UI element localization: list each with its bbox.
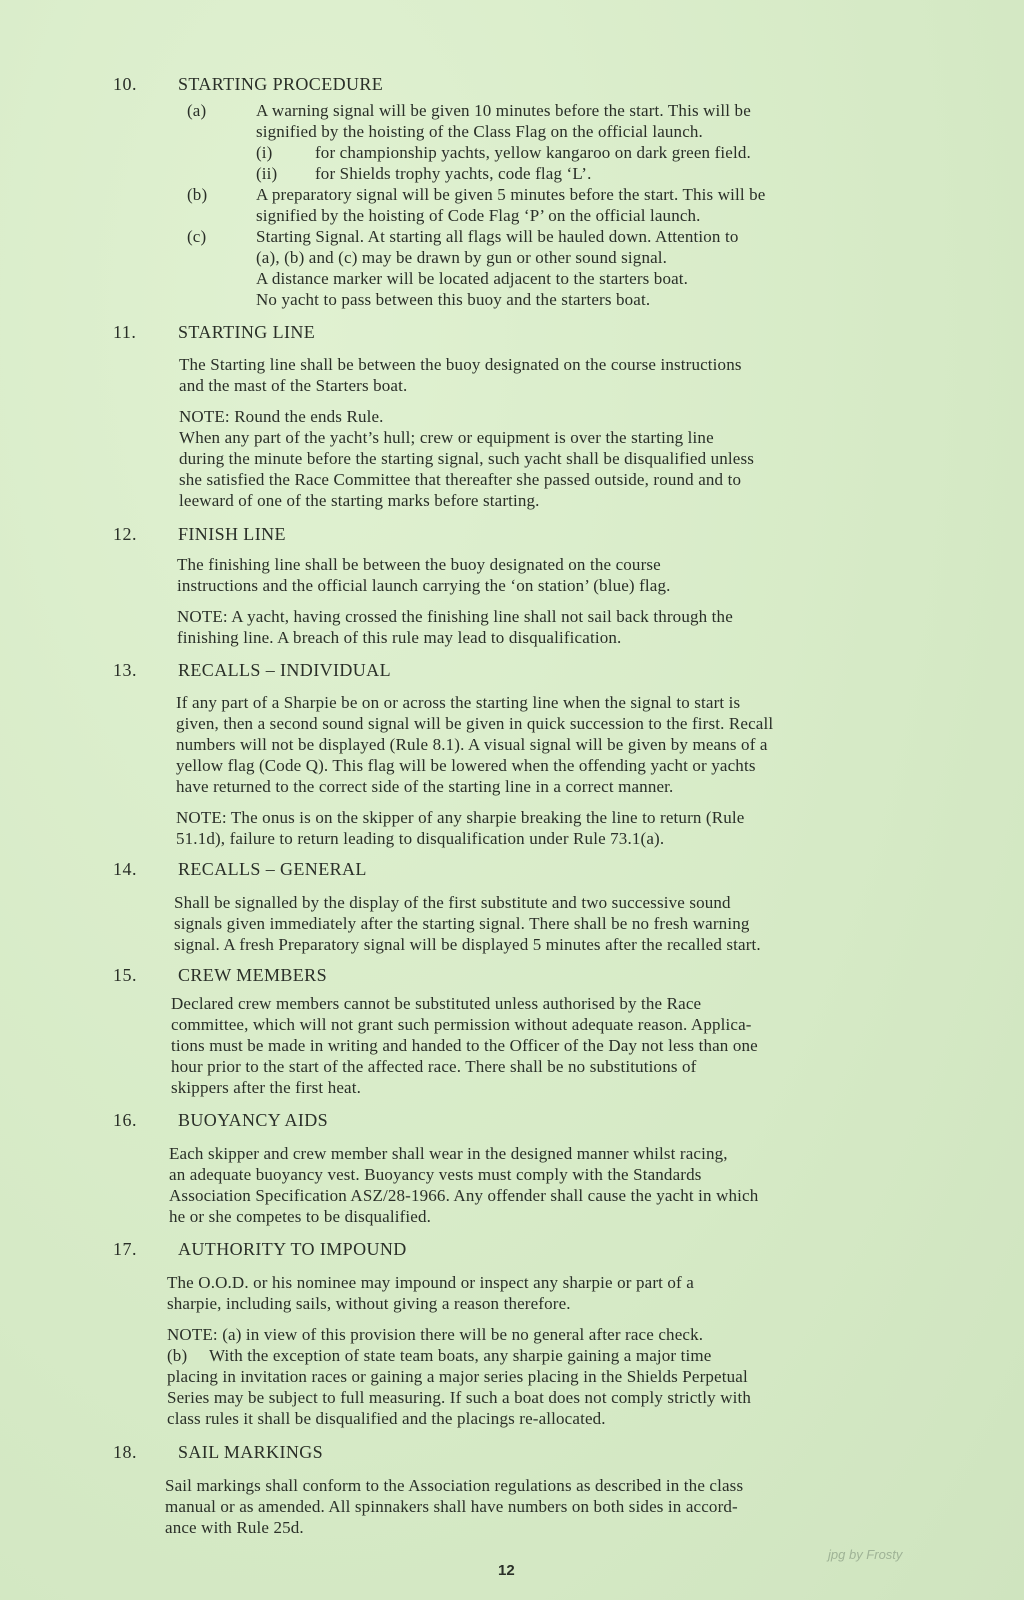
text-line: during the minute before the starting signal, such yacht shall be disqualified unless (179, 449, 755, 468)
section-body (179, 354, 960, 521)
text-line: A warning signal will be given 10 minutes before the start. This will be (256, 101, 751, 120)
text-line: committee, which will not grant such permission without adequate reason. Applica- (171, 1015, 752, 1034)
text-line: placing in invitation races or gaining a major series placing in the Shields Perpetual (167, 1367, 748, 1386)
item-label: (a) (187, 101, 207, 120)
section-heading: SAIL MARKINGS (178, 1442, 324, 1462)
list-item-a (187, 100, 960, 184)
text-line: Association Specification ASZ/28-1966. Any offender shall cause the yacht in which (169, 1186, 759, 1205)
text-line: Sail markings shall conform to the Association regulations as described in the class (165, 1476, 744, 1495)
text-line: class rules it shall be disqualified and the placings re-allocated. (167, 1409, 606, 1428)
text-line: for Shields trophy yachts, code flag ‘L’. (315, 164, 592, 183)
section-body (187, 100, 960, 310)
text-line: The O.O.D. or his nominee may impound or inspect any sharpie or part of a (167, 1273, 694, 1292)
section-number: 18. (113, 1442, 137, 1462)
text-line: skippers after the first heat. (171, 1078, 362, 1097)
text-line: No yacht to pass between this buoy and the starters boat. (256, 290, 651, 309)
text-line: Series may be subject to full measuring. If such a boat does not comply strictly with (167, 1388, 752, 1407)
text-line: an adequate buoyancy vest. Buoyancy vests must comply with the Standards (169, 1165, 702, 1184)
text-line: signal. A fresh Preparatory signal will be displayed 5 minutes after the recalled start. (174, 935, 761, 954)
list-item-c (187, 226, 960, 310)
paragraph (179, 354, 960, 396)
note-paragraph (167, 1324, 960, 1429)
sub-item-label: (i) (256, 143, 273, 162)
text-line: numbers will not be displayed (Rule 8.1). A visual signal will be given by means of a (176, 735, 768, 754)
text-line: If any part of a Sharpie be on or across the starting line when the signal to start is (176, 693, 741, 712)
text-line: yellow flag (Code Q). This flag will be lowered when the offending yacht or yachts (176, 756, 756, 775)
text-line: given, then a second sound signal will be given in quick succession to the first. Recall (176, 714, 774, 733)
text-line: she satisfied the Race Committee that thereafter she passed outside, round and to (179, 470, 742, 489)
item-label: (c) (187, 227, 207, 246)
text-line: When any part of the yacht’s hull; crew or equipment is over the starting line (179, 428, 714, 447)
text-line: ance with Rule 25d. (165, 1518, 304, 1537)
text-line: The Starting line shall be between the buoy designated on the course instructions (179, 355, 742, 374)
paragraph (165, 1475, 960, 1538)
section-number: 12. (113, 524, 137, 544)
section-heading: FINISH LINE (178, 524, 286, 544)
section-body (171, 993, 960, 1108)
text-line: tions must be made in writing and handed to the Officer of the Day not less than one (171, 1036, 758, 1055)
section-body (167, 1272, 960, 1439)
text-line: (b) With the exception of state team boats, any sharpie gaining a major time (167, 1346, 712, 1365)
section-number: 14. (113, 859, 137, 879)
paragraph (176, 692, 960, 797)
watermark: jpg by Frosty (828, 1547, 903, 1562)
section-heading: STARTING PROCEDURE (178, 74, 384, 94)
section-heading: RECALLS – GENERAL (178, 859, 367, 879)
section-heading: BUOYANCY AIDS (178, 1110, 329, 1130)
paragraph (177, 554, 960, 596)
text-line: he or she competes to be disqualified. (169, 1207, 432, 1226)
section-heading: AUTHORITY TO IMPOUND (178, 1239, 407, 1259)
list-item-b (187, 184, 960, 226)
sub-item-i (256, 142, 960, 163)
section-number: 13. (113, 660, 137, 680)
text-line: Declared crew members cannot be substituted unless authorised by the Race (171, 994, 702, 1013)
section-number: 16. (113, 1110, 137, 1130)
item-label: (b) (187, 185, 208, 204)
section-number: 10. (113, 74, 137, 94)
note-paragraph (176, 807, 960, 849)
section-body (177, 554, 960, 658)
text-line: instructions and the official launch carrying the ‘on station’ (blue) flag. (177, 576, 671, 595)
note-paragraph (177, 606, 960, 648)
text-line: NOTE: (a) in view of this provision there will be no general after race check. (167, 1325, 704, 1344)
paragraph (169, 1143, 960, 1227)
text-line: A preparatory signal will be given 5 minutes before the start. This will be (256, 185, 766, 204)
text-line: NOTE: Round the ends Rule. (179, 407, 384, 426)
text-line: signals given immediately after the starting signal. There shall be no fresh warning (174, 914, 750, 933)
text-line: and the mast of the Starters boat. (179, 376, 408, 395)
text-line: for championship yachts, yellow kangaroo on dark green field. (315, 143, 751, 162)
section-body (174, 892, 960, 965)
section-body (169, 1143, 960, 1237)
text-line: sharpie, including sails, without giving a reason therefore. (167, 1294, 571, 1313)
note-paragraph (179, 406, 960, 511)
text-line: have returned to the correct side of the starting line in a correct manner. (176, 777, 674, 796)
text-line: NOTE: The onus is on the skipper of any sharpie breaking the line to return (Rule (176, 808, 745, 827)
text-line: (a), (b) and (c) may be drawn by gun or other sound signal. (256, 248, 668, 267)
text-line: manual or as amended. All spinnakers shall have numbers on both sides in accord- (165, 1497, 738, 1516)
sub-item-label: (ii) (256, 164, 278, 183)
section-body (176, 692, 960, 859)
text-line: Each skipper and crew member shall wear in the designed manner whilst racing, (169, 1144, 728, 1163)
text-line: signified by the hoisting of the Class Flag on the official launch. (256, 122, 703, 141)
text-line: hour prior to the start of the affected race. There shall be no substitutions of (171, 1057, 697, 1076)
page-number: 12 (498, 1562, 515, 1579)
text-line: Shall be signalled by the display of the first substitute and two successive sound (174, 893, 731, 912)
section-body (165, 1475, 960, 1548)
section-heading: STARTING LINE (178, 322, 316, 342)
text-line: finishing line. A breach of this rule may lead to disqualification. (177, 628, 622, 647)
section-number: 11. (113, 322, 137, 342)
text-line: Starting Signal. At starting all flags will be hauled down. Attention to (256, 227, 739, 246)
text-line: A distance marker will be located adjacent to the starters boat. (256, 269, 689, 288)
paragraph (171, 993, 960, 1098)
section-heading: RECALLS – INDIVIDUAL (178, 660, 391, 680)
paragraph (174, 892, 960, 955)
section-number: 17. (113, 1239, 137, 1259)
text-line: NOTE: A yacht, having crossed the finishing line shall not sail back through the (177, 607, 733, 626)
section-number: 15. (113, 965, 137, 985)
paragraph (167, 1272, 960, 1314)
text-line: leeward of one of the starting marks before starting. (179, 491, 540, 510)
text-line: 51.1d), failure to return leading to disqualification under Rule 73.1(a). (176, 829, 665, 848)
section-heading: CREW MEMBERS (178, 965, 327, 985)
text-line: The finishing line shall be between the buoy designated on the course (177, 555, 661, 574)
text-line: signified by the hoisting of Code Flag ‘P’ on the official launch. (256, 206, 701, 225)
sub-item-ii (256, 163, 960, 184)
